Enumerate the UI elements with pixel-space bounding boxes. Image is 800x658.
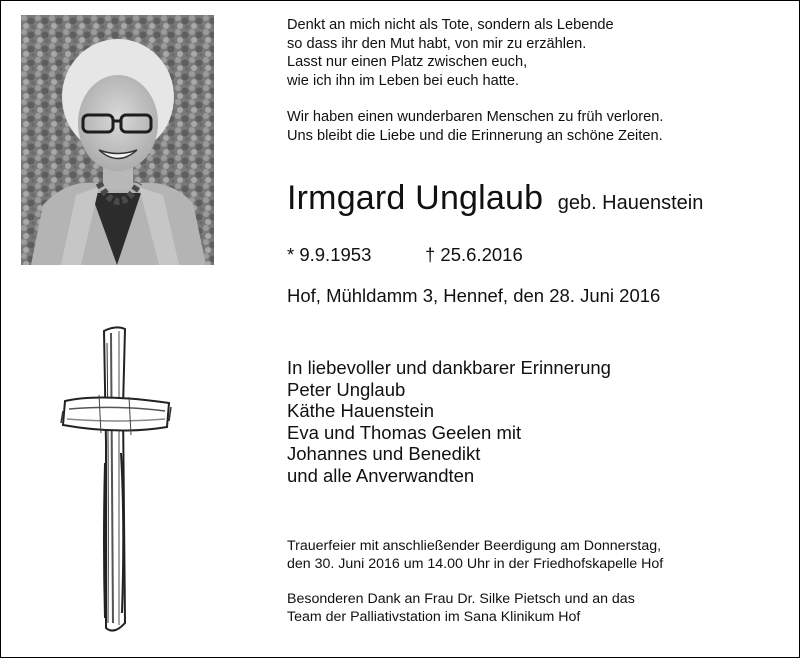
deceased-name-line	[287, 179, 703, 218]
thanks-note	[287, 591, 635, 626]
poem-line: wie ich ihn im Leben bei euch hatte.	[287, 72, 520, 89]
funeral-line: den 30. Juni 2016 um 14.00 Uhr in der Friedhofskapelle Hof	[287, 555, 664, 572]
funeral-line: Trauerfeier mit anschließender Beerdigung am Donnerstag,	[287, 538, 662, 554]
mourners-line: Johannes und Benedikt	[287, 443, 481, 464]
life-dates	[287, 244, 523, 266]
verse-line: Wir haben einen wunderbaren Menschen zu früh verloren.	[287, 109, 664, 125]
mourners-line: Käthe Hauenstein	[287, 400, 435, 421]
poem-line: so dass ihr den Mut habt, von mir zu erzählen.	[287, 35, 587, 52]
verse-line: Uns bleibt die Liebe und die Erinnerung an schöne Zeiten.	[287, 127, 663, 144]
thanks-line: Team der Palliativstation im Sana Klinikum Hof	[287, 608, 581, 625]
mourners-line: In liebevoller und dankbarer Erinnerung	[287, 357, 611, 378]
mourners-line: Peter Unglaub	[287, 378, 406, 400]
death-date: † 25.6.2016	[425, 244, 523, 265]
portrait-photo	[21, 15, 214, 265]
deceased-name: Irmgard Unglaub	[287, 179, 544, 217]
cross-icon	[59, 323, 179, 643]
birth-date: * 9.9.1953	[287, 244, 372, 265]
mourners-line: und alle Anverwandten	[287, 464, 475, 486]
poem-line: Denkt an mich nicht als Tote, sondern als Lebende	[287, 17, 614, 33]
poem-line: Lasst nur einen Platz zwischen euch,	[287, 54, 528, 70]
place-date: Hof, Mühldamm 3, Hennef, den 28. Juni 2016	[287, 285, 661, 306]
mourners-line: Eva und Thomas Geelen mit	[287, 421, 522, 443]
birth-name: geb. Hauenstein	[557, 192, 704, 214]
thanks-line: Besonderen Dank an Frau Dr. Silke Pietsch und an das	[287, 591, 635, 607]
mourners-list	[287, 357, 611, 486]
funeral-info	[287, 538, 663, 573]
poem	[287, 16, 663, 145]
